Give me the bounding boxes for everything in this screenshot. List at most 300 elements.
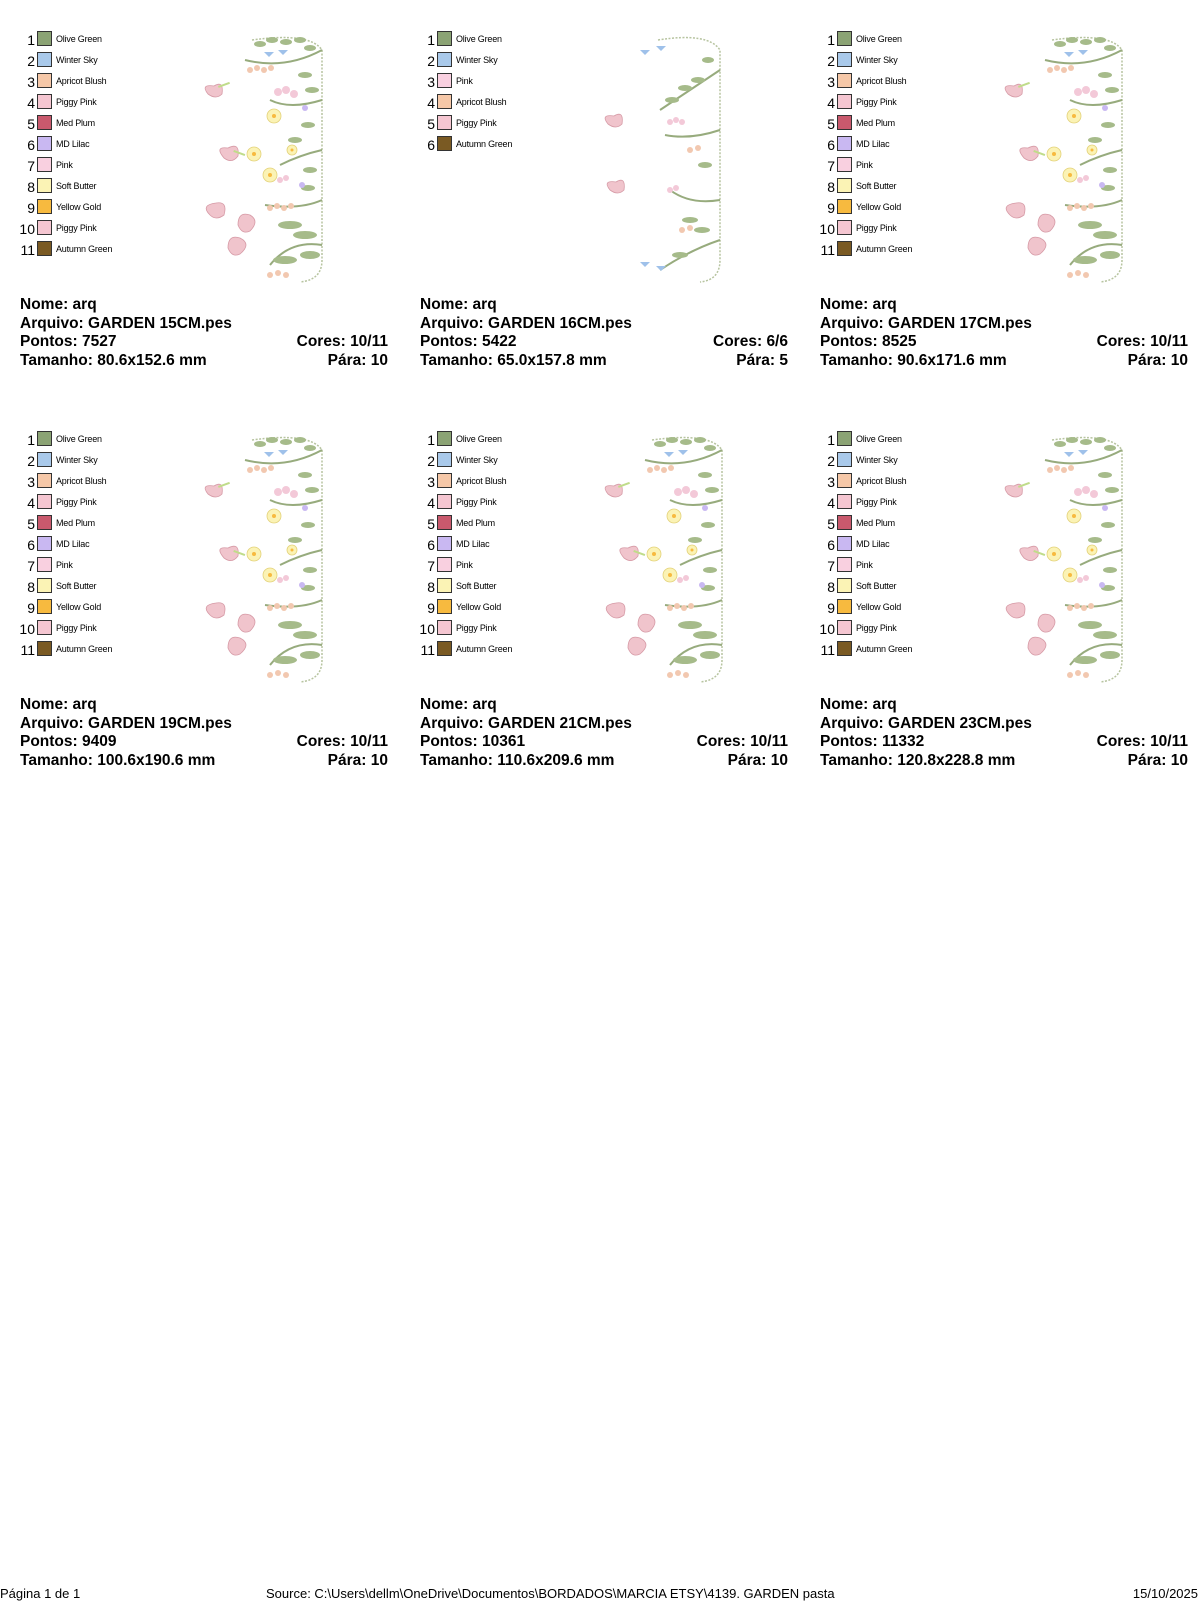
thread-color-row [15,577,135,598]
thread-name: Piggy Pink [456,623,497,633]
thread-color-row [815,135,935,156]
stitches-value: 10361 [482,733,526,750]
file-value: GARDEN 23CM.pes [888,714,1032,732]
stitches-label: Pontos: [20,333,78,350]
design-info [20,696,388,770]
name-line [820,296,1188,315]
thread-color-row [415,93,535,114]
thread-swatch [437,599,452,614]
thread-number: 9 [27,600,35,616]
thread-swatch [437,52,452,67]
file-label: Arquivo: [820,714,884,732]
thread-name: Med Plum [56,118,95,128]
thread-swatch [437,136,452,151]
thread-name: Winter Sky [856,55,898,65]
thread-color-row [815,577,935,598]
file-value: GARDEN 17CM.pes [888,314,1032,332]
thread-number: 10 [819,221,835,237]
thread-color-row [815,514,935,535]
design-preview [190,30,350,285]
thread-number: 3 [827,474,835,490]
thread-number: 2 [27,453,35,469]
colors-value: 6/6 [766,333,788,350]
name-value: arq [472,696,497,713]
thread-name: MD Lilac [856,139,890,149]
thread-name: Med Plum [856,518,895,528]
thread-name: Med Plum [856,118,895,128]
thread-color-row [15,430,135,451]
file-line [820,715,1188,734]
thread-color-row [15,156,135,177]
thread-name: Piggy Pink [856,97,897,107]
thread-number: 4 [427,95,435,111]
thread-color-row [415,535,535,556]
thread-color-row [815,30,935,51]
thread-number: 10 [19,221,35,237]
embroidery-design-preview [590,430,750,685]
file-label: Arquivo: [420,714,484,732]
thread-color-row [15,535,135,556]
size-value: 80.6x152.6 mm [97,351,207,369]
thread-number: 9 [827,200,835,216]
thread-swatch [837,241,852,256]
thread-color-row [15,30,135,51]
page-footer [0,1586,1200,1604]
colors-info [1097,333,1188,351]
stops-value: 10 [1170,351,1188,369]
thread-number: 11 [820,242,835,258]
stops-info [736,352,788,370]
design-preview [990,30,1150,285]
file-line [820,315,1188,334]
thread-number: 10 [419,621,435,637]
thread-swatch [837,515,852,530]
thread-color-row [15,619,135,640]
thread-number: 1 [427,32,435,48]
thread-name: Yellow Gold [56,202,101,212]
thread-color-row [15,198,135,219]
name-line [420,696,788,715]
thread-number: 4 [827,495,835,511]
size-label: Tamanho: [20,351,93,369]
file-value: GARDEN 21CM.pes [488,714,632,732]
file-value: GARDEN 16CM.pes [488,314,632,332]
thread-name: Apricot Blush [856,476,907,486]
colors-value: 10/11 [350,733,388,750]
thread-swatch [437,494,452,509]
thread-swatch [837,31,852,46]
colors-info [697,733,788,751]
thread-color-row [815,240,935,261]
stops-info [328,752,388,770]
thread-number: 6 [27,137,35,153]
stops-label: Pára: [736,351,776,369]
thread-name: Piggy Pink [456,118,497,128]
colors-value: 10/11 [1150,733,1188,750]
thread-number: 3 [427,474,435,490]
design-preview [590,30,750,285]
thread-number: 3 [27,74,35,90]
thread-swatch [437,94,452,109]
thread-swatch [37,199,52,214]
stops-info [328,352,388,370]
thread-color-row [15,493,135,514]
colors-value: 10/11 [750,733,788,750]
thread-name: Autumn Green [456,139,513,149]
thread-number: 7 [27,158,35,174]
thread-swatch [837,52,852,67]
thread-number: 8 [27,579,35,595]
name-line [20,696,388,715]
name-value: arq [72,296,97,313]
thread-name: Autumn Green [56,644,113,654]
stops-label: Pára: [727,751,767,769]
stitches-line [420,733,788,752]
thread-number: 2 [827,453,835,469]
thread-name: Yellow Gold [856,602,901,612]
thread-number: 10 [819,621,835,637]
thread-color-row [815,556,935,577]
thread-number: 4 [427,495,435,511]
thread-name: Olive Green [56,434,102,444]
thread-color-row [815,177,935,198]
thread-color-row [415,430,535,451]
thread-swatch [37,136,52,151]
thread-number: 6 [27,537,35,553]
size-label: Tamanho: [420,351,493,369]
stitches-label: Pontos: [820,733,878,750]
thread-number: 2 [27,53,35,69]
thread-swatch [37,220,52,235]
file-label: Arquivo: [820,314,884,332]
thread-color-row [815,640,935,661]
stitches-line [820,333,1188,352]
thread-name: MD Lilac [856,539,890,549]
stitches-label: Pontos: [420,333,478,350]
thread-color-row [815,72,935,93]
thread-name: Med Plum [56,518,95,528]
thread-name: Autumn Green [856,244,913,254]
thread-color-row [15,135,135,156]
thread-number: 8 [427,579,435,595]
stops-info [1128,752,1188,770]
stops-label: Pára: [327,351,367,369]
thread-swatch [37,515,52,530]
colors-value: 10/11 [350,333,388,350]
thread-name: Pink [56,560,73,570]
thread-number: 9 [427,600,435,616]
thread-name: Pink [856,560,873,570]
size-line [20,752,388,771]
thread-number: 8 [827,579,835,595]
thread-color-row [15,240,135,261]
thread-swatch [437,31,452,46]
thread-color-row [415,493,535,514]
thread-swatch [37,578,52,593]
name-value: arq [872,696,897,713]
name-value: arq [472,296,497,313]
thread-name: Soft Butter [856,181,897,191]
thread-color-row [415,577,535,598]
thread-swatch [437,452,452,467]
design-card [415,30,795,410]
thread-number: 8 [27,179,35,195]
thread-number: 11 [420,642,435,658]
name-label: Nome: [420,296,469,313]
stitches-label: Pontos: [420,733,478,750]
name-label: Nome: [20,296,69,313]
thread-number: 1 [827,432,835,448]
colors-label: Cores: [296,733,346,750]
thread-swatch [37,157,52,172]
embroidery-design-preview [990,430,1150,685]
thread-color-row [815,219,935,240]
colors-label: Cores: [713,333,763,350]
stops-value: 10 [370,751,388,769]
thread-color-row [15,556,135,577]
embroidery-design-preview [190,30,350,285]
stitches-label: Pontos: [20,733,78,750]
thread-color-row [15,640,135,661]
thread-color-row [415,472,535,493]
colors-value: 10/11 [1150,333,1188,350]
thread-color-row [815,114,935,135]
thread-color-row [815,51,935,72]
thread-swatch [837,494,852,509]
stops-label: Pára: [1127,351,1167,369]
thread-number: 6 [827,137,835,153]
thread-color-row [15,451,135,472]
name-line [820,696,1188,715]
thread-name: Yellow Gold [56,602,101,612]
stops-label: Pára: [327,751,367,769]
stops-value: 10 [770,751,788,769]
thread-color-row [15,177,135,198]
colors-label: Cores: [296,333,346,350]
thread-swatch [837,578,852,593]
thread-color-row [815,619,935,640]
thread-color-row [815,535,935,556]
thread-color-row [415,640,535,661]
thread-number: 2 [427,53,435,69]
thread-swatch [437,557,452,572]
thread-number: 11 [820,642,835,658]
file-line [20,315,388,334]
thread-swatch [37,641,52,656]
design-info [420,296,788,370]
size-line [420,752,788,771]
size-label: Tamanho: [820,351,893,369]
thread-number: 7 [427,558,435,574]
design-info [820,696,1188,770]
thread-swatch [437,73,452,88]
thread-name: Piggy Pink [56,497,97,507]
colors-info [297,733,388,751]
thread-name: Piggy Pink [56,223,97,233]
thread-swatch [37,557,52,572]
thread-name: Soft Butter [456,581,497,591]
file-label: Arquivo: [20,314,84,332]
name-label: Nome: [820,696,869,713]
thread-name: Soft Butter [856,581,897,591]
thread-name: Olive Green [56,34,102,44]
thread-color-row [815,198,935,219]
thread-name: Olive Green [456,434,502,444]
size-line [20,352,388,371]
stitches-line [420,333,788,352]
thread-name: MD Lilac [56,139,90,149]
stitches-value: 11332 [882,733,925,750]
thread-color-row [415,556,535,577]
thread-number: 6 [827,537,835,553]
thread-name: Autumn Green [856,644,913,654]
thread-swatch [437,515,452,530]
thread-number: 9 [27,200,35,216]
thread-swatch [37,536,52,551]
thread-number: 5 [27,116,35,132]
design-card [15,430,395,810]
thread-swatch [837,431,852,446]
thread-name: Olive Green [856,34,902,44]
thread-swatch [437,115,452,130]
thread-swatch [37,599,52,614]
thread-swatch [837,220,852,235]
name-value: arq [72,696,97,713]
thread-swatch [437,473,452,488]
thread-swatch [437,536,452,551]
thread-number: 4 [27,495,35,511]
size-line [420,352,788,371]
thread-swatch [437,620,452,635]
colors-info [713,333,788,351]
thread-name: Soft Butter [56,581,97,591]
thread-swatch [837,157,852,172]
thread-color-row [815,93,935,114]
thread-swatch [37,452,52,467]
thread-name: Yellow Gold [456,602,501,612]
thread-swatch [37,620,52,635]
size-label: Tamanho: [820,751,893,769]
stitches-value: 8525 [882,333,917,350]
thread-swatch [37,178,52,193]
thread-number: 6 [427,137,435,153]
colors-info [1097,733,1188,751]
thread-color-row [415,30,535,51]
thread-swatch [837,620,852,635]
thread-color-row [15,514,135,535]
size-line [820,752,1188,771]
file-label: Arquivo: [420,314,484,332]
design-preview [590,430,750,685]
thread-number: 1 [427,432,435,448]
stops-value: 5 [779,351,788,369]
thread-name: Apricot Blush [856,76,907,86]
thread-color-row [15,219,135,240]
design-preview [990,430,1150,685]
thread-color-row [815,598,935,619]
thread-number: 8 [827,179,835,195]
thread-swatch [37,241,52,256]
size-line [820,352,1188,371]
name-label: Nome: [820,296,869,313]
stops-info [728,752,788,770]
thread-color-row [415,619,535,640]
thread-swatch [437,641,452,656]
thread-number: 11 [20,242,35,258]
stitches-line [20,733,388,752]
thread-name: Winter Sky [56,55,98,65]
thread-swatch [837,94,852,109]
thread-color-row [15,72,135,93]
thread-name: Piggy Pink [56,623,97,633]
thread-color-row [15,114,135,135]
design-card [815,430,1195,810]
thread-color-row [15,51,135,72]
print-date: 15/10/2025 [1132,1586,1198,1601]
thread-swatch [837,536,852,551]
design-card [815,30,1195,410]
stitches-value: 9409 [82,733,117,750]
thread-name: Piggy Pink [856,223,897,233]
design-card [415,430,795,810]
thread-color-row [815,472,935,493]
thread-swatch [37,94,52,109]
thread-color-row [15,93,135,114]
thread-name: Olive Green [856,434,902,444]
thread-number: 11 [20,642,35,658]
thread-number: 7 [27,558,35,574]
colors-label: Cores: [1096,333,1146,350]
thread-swatch [837,199,852,214]
thread-color-row [815,430,935,451]
stops-label: Pára: [1127,751,1167,769]
name-label: Nome: [420,696,469,713]
page-number: Página 1 de 1 [0,1586,81,1601]
thread-name: Winter Sky [456,455,498,465]
embroidery-design-preview [190,430,350,685]
name-label: Nome: [20,696,69,713]
thread-color-row [415,114,535,135]
design-info [420,696,788,770]
thread-color-row [415,598,535,619]
thread-name: MD Lilac [456,539,490,549]
file-line [420,715,788,734]
thread-swatch [37,115,52,130]
thread-number: 2 [427,453,435,469]
source-path: Source: C:\Users\dellm\OneDrive\Documentos\BORDADOS\MARCIA ETSY\4139. GARDEN pasta [266,1586,835,1601]
thread-number: 5 [827,116,835,132]
thread-name: Olive Green [456,34,502,44]
name-line [20,296,388,315]
thread-number: 3 [27,474,35,490]
colors-label: Cores: [696,733,746,750]
stitches-label: Pontos: [820,333,878,350]
stitches-line [20,333,388,352]
thread-number: 1 [827,32,835,48]
file-value: GARDEN 19CM.pes [88,714,232,732]
size-label: Tamanho: [20,751,93,769]
thread-name: Piggy Pink [856,623,897,633]
thread-swatch [837,452,852,467]
file-label: Arquivo: [20,714,84,732]
thread-name: Yellow Gold [856,202,901,212]
thread-swatch [837,178,852,193]
thread-swatch [837,73,852,88]
stitches-value: 5422 [482,333,517,350]
design-info [20,296,388,370]
stitches-value: 7527 [82,333,117,350]
thread-number: 1 [27,32,35,48]
